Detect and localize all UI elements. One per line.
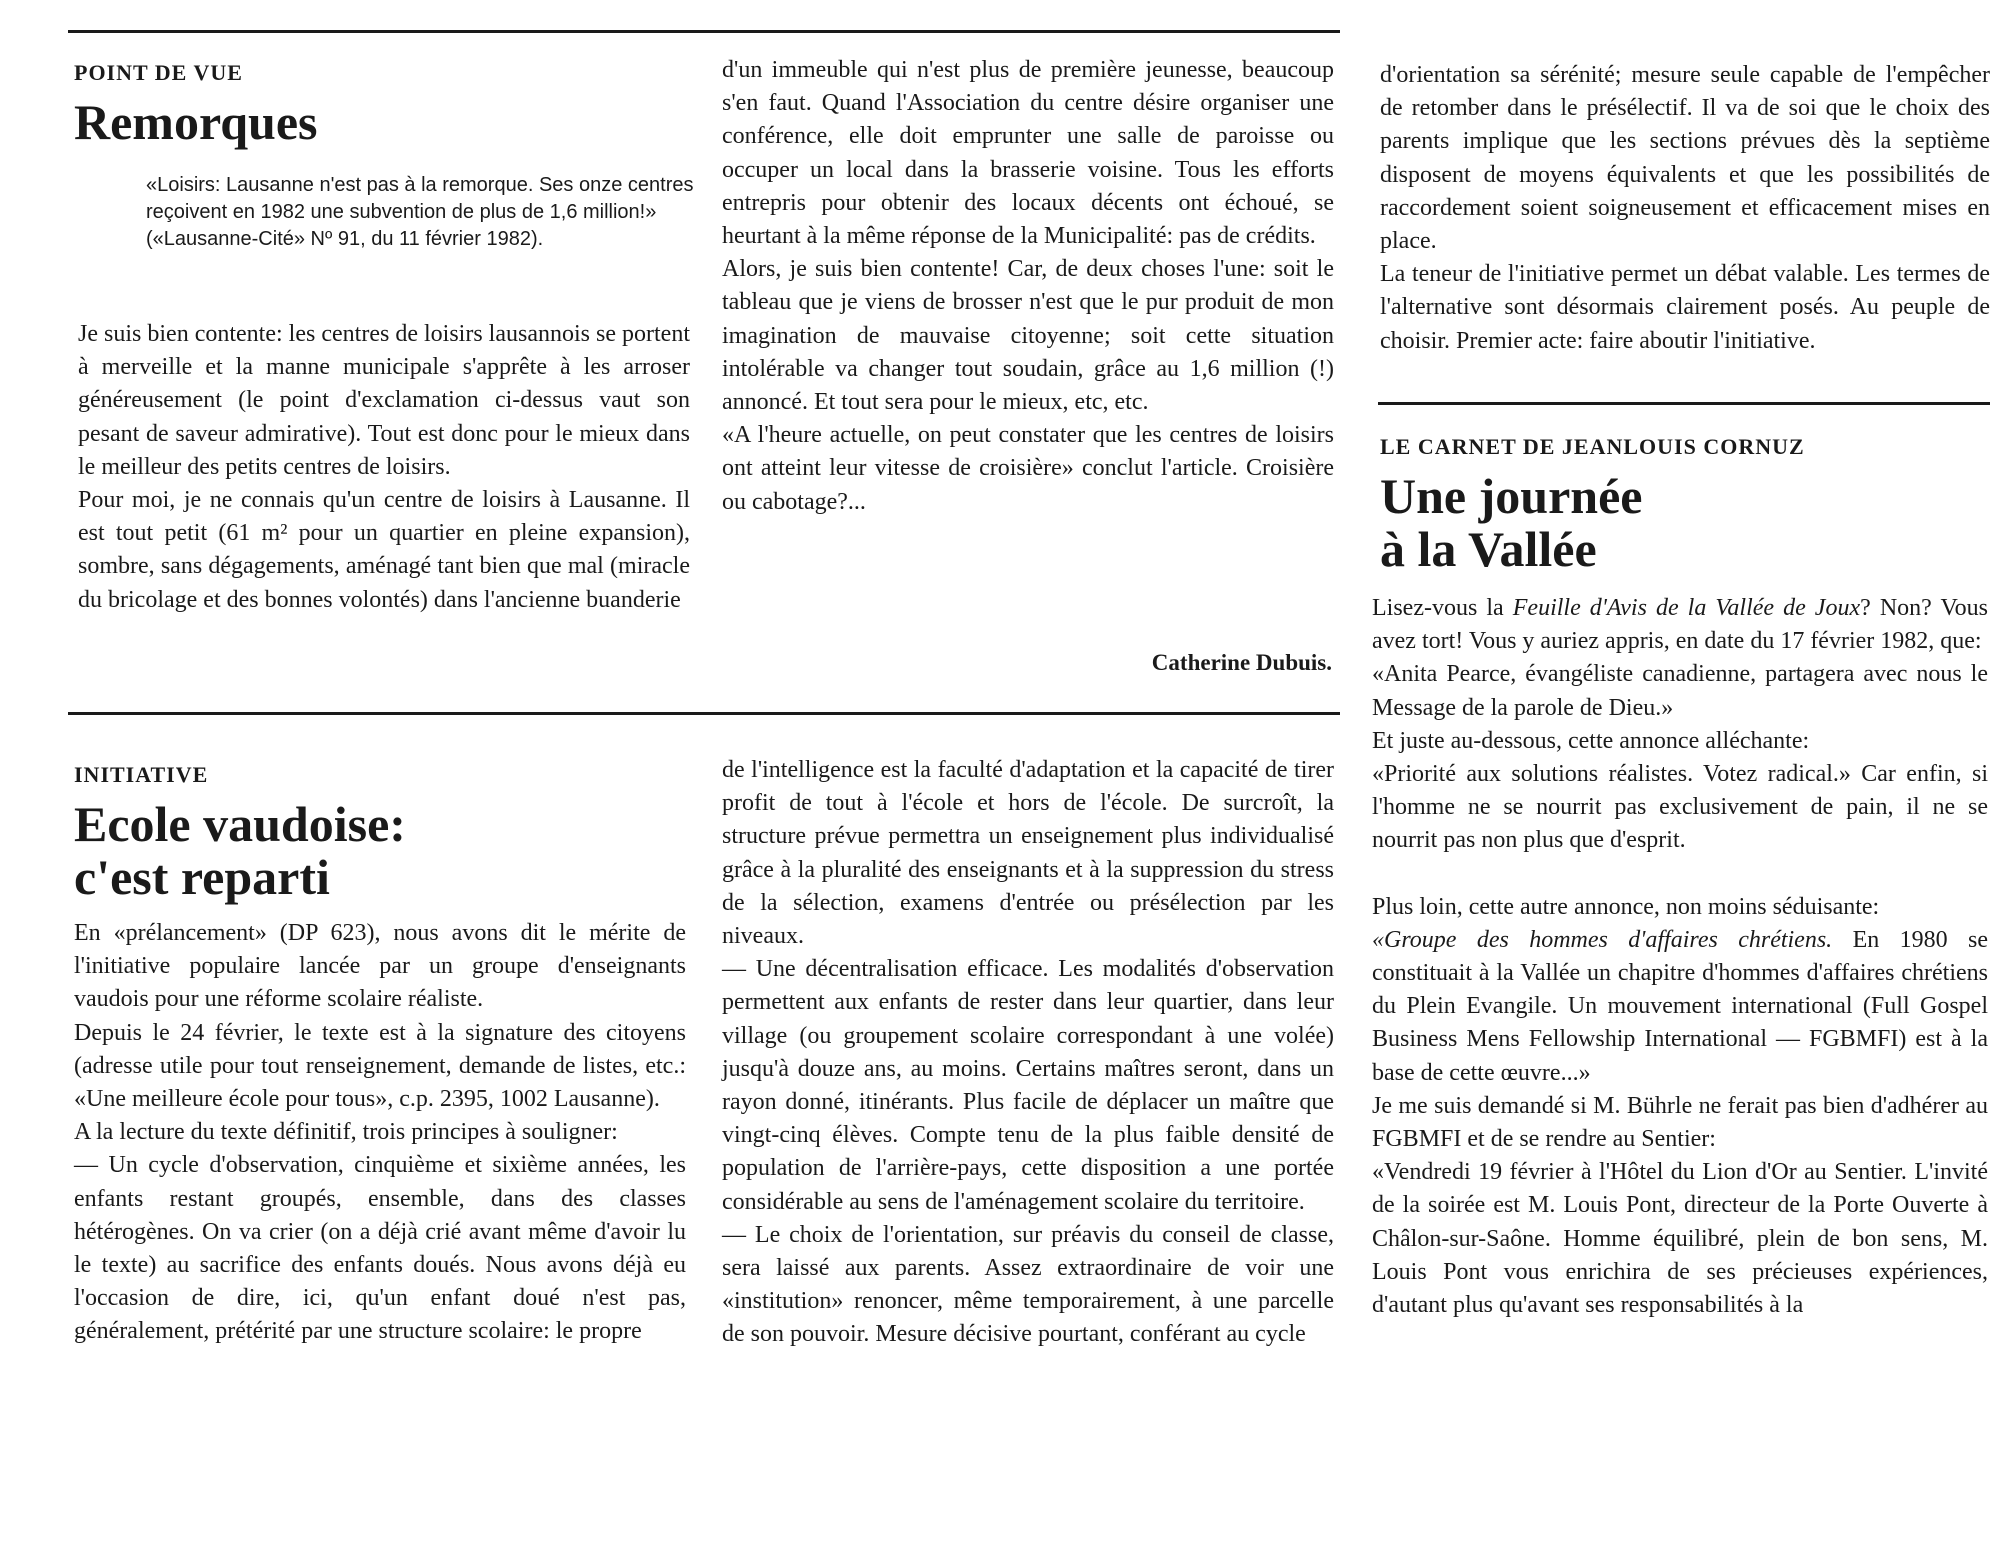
article1-column-1 bbox=[78, 318, 690, 617]
article3-column bbox=[1372, 592, 1988, 1322]
paragraph: — Une décentralisation efficace. Les modalités d'observation permettent aux enfants de rester dans leur quartier, dans leur village (ou groupement scolaire correspondant à une volée) jusqu'à douze ans, au moins. Certains maîtres seront, dans un rayon donné, itinérants. Plus facile de déplacer un maître que vingt-cinq élèves. Compte tenu de la plus faible densité de population de l'arrière-pays, cette disposition a une portée considérable au sens de l'aménagement scolaire du territoire. bbox=[722, 956, 1334, 1215]
paragraph: Et juste au-dessous, cette annonce alléchante: bbox=[1372, 727, 1810, 754]
paragraph: La teneur de l'initiative permet un débat valable. Les termes de l'alternative sont désormais clairement posés. Au peuple de choisir. Premier acte: faire aboutir l'initiative. bbox=[1380, 261, 1990, 354]
article3-title bbox=[1380, 470, 1642, 576]
paragraph: Pour moi, je ne connais qu'un centre de loisirs à Lausanne. Il est tout petit (61 m² pour un quartier en pleine expansion), sombre, sans dégagements, aménagé tant bien que mal (miracle du bricolage et des bonnes volontés) dans l'ancienne buanderie bbox=[78, 487, 690, 613]
right-column-rule bbox=[1378, 402, 1990, 405]
article2-title-line2: c'est reparti bbox=[74, 849, 330, 905]
paragraph: Plus loin, cette autre annonce, non moins séduisante: bbox=[1372, 893, 1880, 920]
paragraph bbox=[1372, 592, 1988, 658]
article3-title-line1: Une journée bbox=[1380, 468, 1643, 524]
paragraph bbox=[1372, 924, 1988, 1090]
paragraph: «Vendredi 19 février à l'Hôtel du Lion d'Or au Sentier. L'invité de la soirée est M. Louis Pont, directeur de la Porte Ouverte à Châlon-sur-Saône. Homme équilibré, plein de bon sens, M. Louis Pont vous enrichira de ses précieuses expériences, d'autant plus qu'avant ses responsabilités à la bbox=[1372, 1159, 1988, 1319]
article3-title-line2: à la Vallée bbox=[1380, 521, 1597, 577]
paragraph: A la lecture du texte définitif, trois principes à souligner: bbox=[74, 1119, 618, 1146]
paragraph: Alors, je suis bien contente! Car, de deux choses l'une: soit le tableau que je viens de brosser n'est que le pur produit de mon imagination de mauvaise citoyenne; soit cette situation intolérable va changer tout soudain, grâce au 1,6 million (!) annoncé. Et tout sera pour le mieux, etc, etc. bbox=[722, 256, 1334, 416]
article1-signature: Catherine Dubuis. bbox=[1151, 650, 1332, 675]
paragraph: Je suis bien contente: les centres de loisirs lausannois se portent à merveille et la manne municipale s'apprête à les arroser généreusement (le point d'exclamation ci-dessus vaut son pesant de saveur admirative). Tout est donc pour le mieux dans le meilleur des petits centres de loisirs. bbox=[78, 321, 690, 480]
paragraph-gap bbox=[1372, 858, 1988, 891]
article2-title bbox=[74, 798, 406, 904]
article2-column-3 bbox=[1380, 59, 1990, 358]
article1-column-2 bbox=[722, 54, 1334, 519]
article2-kicker: INITIATIVE bbox=[74, 762, 209, 787]
text: ? Non? Vous avez tort! Vous y auriez appris, en date du 17 février 1982, que: bbox=[1372, 595, 1989, 655]
top-rule bbox=[68, 30, 1340, 33]
text: Lisez-vous la bbox=[1372, 595, 1513, 621]
newspaper-name: Feuille d'Avis de la Vallée de Joux bbox=[1512, 595, 1861, 621]
paragraph: Depuis le 24 février, le texte est à la signature des citoyens (adresse utile pour tout renseignement, demande de listes, etc.: «Une meilleure école pour tous», c.p. 2395, 1002 Lausanne). bbox=[74, 1019, 686, 1113]
article1-title: Remorques bbox=[74, 94, 318, 150]
text: En 1980 se constituait à la Vallée un chapitre d'hommes d'affaires chrétiens du Plein Evangile. Un mouvement international (Full Gospel Business Mens Fellowship International — FGBMFI) est à la base de cette œuvre...» bbox=[1372, 926, 1988, 1086]
section-divider-rule bbox=[68, 712, 1340, 715]
article1-epigraph bbox=[146, 172, 694, 253]
paragraph: «A l'heure actuelle, on peut constater que les centres de loisirs ont atteint leur vitesse de croisière» conclut l'article. Croisière ou cabotage?... bbox=[722, 422, 1334, 515]
article2-column-2 bbox=[722, 754, 1334, 1352]
epigraph-text: «Loisirs: Lausanne n'est pas à la remorque. Ses onze centres reçoivent en 1982 une subvention de plus de 1,6 million!» bbox=[146, 174, 694, 223]
epigraph-source: («Lausanne-Cité» Nº 91, du 11 février 1982). bbox=[146, 228, 544, 250]
article2-title-line1: Ecole vaudoise: bbox=[74, 796, 406, 852]
paragraph: — Le choix de l'orientation, sur préavis du conseil de classe, sera laissé aux parents. Assez extraordinaire de voir une «institution» renoncer, même temporairement, à une parcelle de son pouvoir. Mesure décisive pourtant, conférant au cycle bbox=[722, 1221, 1334, 1348]
paragraph: d'orientation sa sérénité; mesure seule capable de l'empêcher de retomber dans le présélectif. Il va de soi que le choix des parents implique que les sections prévues dès la septième disposent de moyens équivalents et que les possibilités de raccordement soient soigneusement et efficacement mises en place. bbox=[1380, 62, 1990, 255]
paragraph: d'un immeuble qui n'est plus de première jeunesse, beaucoup s'en faut. Quand l'Association du centre désire organiser une conférence, elle doit emprunter une salle de paroisse ou occuper un local dans la brasserie voisine. Tous les efforts entrepris pour obtenir des locaux décents ont échoué, se heurtant à la même réponse de la Municipalité: pas de crédits. bbox=[722, 57, 1334, 250]
article1-kicker: POINT DE VUE bbox=[74, 60, 243, 85]
paragraph: En «prélancement» (DP 623), nous avons dit le mérite de l'initiative populaire lancée par un groupe d'enseignants vaudois pour une réforme scolaire réaliste. bbox=[74, 920, 686, 1013]
paragraph: Je me suis demandé si M. Bührle ne ferait pas bien d'adhérer au FGBMFI et de se rendre au Sentier: bbox=[1372, 1092, 1988, 1153]
paragraph: de l'intelligence est la faculté d'adaptation et la capacité de tirer profit de tout à l'école et hors de l'école. De surcroît, la structure prévue permettra un enseignement plus individualisé grâce à la pluralité des enseignants et à la suppression du stress de la sélection, examens d'entrée ou présélection par les niveaux. bbox=[722, 757, 1334, 950]
paragraph: «Anita Pearce, évangéliste canadienne, partagera avec nous le Message de la parole de Dieu.» bbox=[1372, 661, 1988, 721]
article2-column-1 bbox=[74, 917, 686, 1349]
paragraph: — Un cycle d'observation, cinquième et sixième années, les enfants restant groupés, ensemble, dans des classes hétérogènes. On va crier (on a déjà crié avant même d'avoir lu le texte) au sacrifice des enfants doués. Nous avons déjà eu l'occasion de dire, ici, qu'un enfant doué n'est pas, généralement, prétérité par une structure scolaire: le propre bbox=[74, 1152, 686, 1345]
group-name: «Groupe des hommes d'affaires chrétiens. bbox=[1372, 926, 1833, 953]
article3-kicker: LE CARNET DE JEANLOUIS CORNUZ bbox=[1380, 434, 1805, 459]
paragraph: «Priorité aux solutions réalistes. Votez radical.» Car enfin, si l'homme ne se nourrit pas exclusivement de pain, il ne se nourrit pas non plus que d'esprit. bbox=[1372, 761, 1988, 854]
